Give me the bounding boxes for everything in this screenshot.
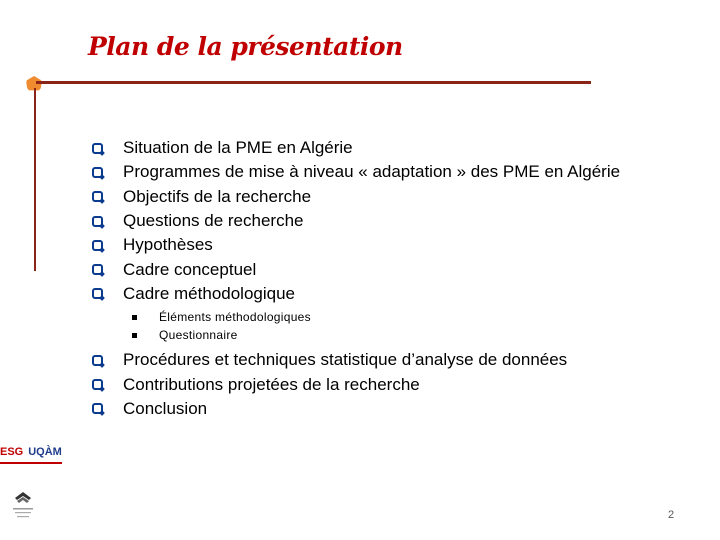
list-item	[92, 233, 702, 257]
square-bullet-icon	[132, 315, 137, 320]
logo-underline	[0, 462, 62, 464]
sub-list-item	[132, 326, 702, 344]
logo-esg-text: ESG	[0, 446, 24, 458]
list-item	[92, 160, 702, 184]
page-number: 2	[668, 509, 675, 521]
list-item	[92, 136, 702, 160]
bullet-icon	[92, 216, 103, 227]
bullet-icon	[92, 403, 103, 414]
list-item-label: Contributions projetées de la recherche	[123, 374, 420, 394]
crest-icon	[10, 488, 36, 524]
list-item-label: Questions de recherche	[123, 211, 304, 231]
bullet-icon	[92, 191, 103, 202]
list-item	[92, 185, 702, 209]
list-item-label: Situation de la PME en Algérie	[123, 138, 353, 158]
sub-list	[92, 308, 702, 344]
bullet-icon	[92, 288, 103, 299]
list-item-label: Conclusion	[123, 398, 208, 418]
logo-uqam-text: UQÀM	[28, 446, 62, 458]
list-item	[92, 209, 702, 233]
list-item	[92, 282, 702, 306]
bullet-icon	[92, 264, 103, 275]
bullet-icon	[92, 143, 103, 154]
square-bullet-icon	[132, 333, 137, 338]
sub-item-label: Éléments méthodologiques	[159, 310, 311, 325]
list-item-label: Procédures et techniques statistique d’analyse de données	[123, 350, 568, 370]
list-item-label: Programmes de mise à niveau « adaptation » des PME en Algérie	[123, 162, 621, 182]
sub-list-item	[132, 308, 702, 326]
list-item-label: Cadre conceptuel	[123, 259, 257, 279]
list-item	[92, 348, 702, 372]
bullet-icon	[92, 240, 103, 251]
bullet-icon	[92, 355, 103, 366]
bullet-icon	[92, 379, 103, 390]
list-item-label: Objectifs de la recherche	[123, 186, 312, 206]
outline-list	[92, 136, 702, 421]
list-item-label: Cadre méthodologique	[123, 283, 296, 303]
esg-uqam-logo	[0, 446, 62, 458]
slide-title: Plan de la présentation	[88, 32, 403, 61]
list-item-label: Hypothèses	[123, 235, 213, 255]
list-item	[92, 397, 702, 421]
list-item	[92, 257, 702, 281]
title-divider	[36, 81, 591, 84]
side-divider	[34, 88, 36, 271]
bullet-icon	[92, 167, 103, 178]
list-item	[92, 372, 702, 396]
sub-item-label: Questionnaire	[159, 328, 238, 343]
